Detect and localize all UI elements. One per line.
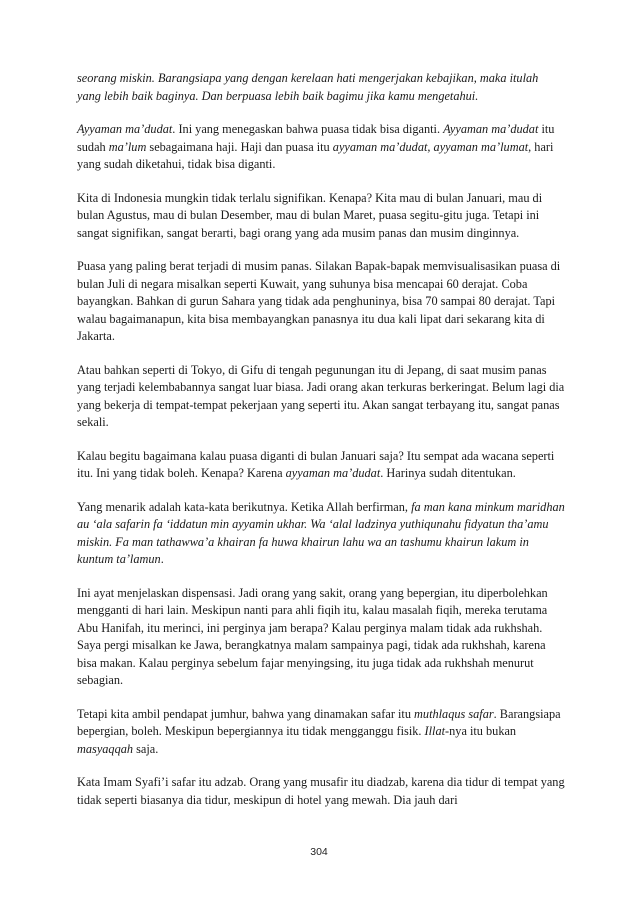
text-run: itu sudah [77,122,555,154]
text-run: Tetapi kita ambil pendapat jumhur, bahwa yang dinamakan safar itu [77,706,415,721]
italic-text-run: ayyaman ma’dudat [285,466,381,480]
italic-text-run: muthlaqus safar [414,706,494,721]
text-run: Kalau begitu bagaimana kalau puasa diganti di bulan Januari saja? Itu sempat ada wacana seperti itu. Ini yang tidak boleh. Kenapa? Karena [77,448,555,480]
body-text [77,70,565,825]
text-run: saja. [133,741,159,756]
text-run: . Barangsiapa bepergian, boleh. Meskipun bepergiannya itu tidak mengganggu fisik. [77,706,561,738]
text-run: -nya itu bukan [445,724,517,738]
paragraph [77,706,565,759]
paragraph [77,448,565,483]
paragraph [77,585,565,690]
text-run: Puasa yang paling berat terjadi di musim panas. Silakan Bapak-bapak memvisualisasikan puasa di bulan Juli di negara misalkan seperti Kuwait, yang suhunya bisa mencapai 60 derajat. Coba bayangkan. Bahkan di gurun Sahara yang tidak ada penghuninya, bisa 70 sampai 80 derajat. Tapi walau bagaimanapun, kita bisa membayangkan panasnya itu dua kali lipat dari sekarang kita di Jakarta. [77,259,561,343]
paragraph [77,190,565,243]
italic-text-run: Ayyaman ma’dudat [443,122,539,136]
text-run: sebagaimana haji. Haji dan puasa itu [146,139,333,154]
italic-text-run: Ayyaman ma’dudat [77,122,173,136]
italic-text-run: ma’lum [108,139,147,154]
paragraph [77,362,565,432]
italic-text-run: ayyaman ma’dudat, ayyaman ma’lumat [332,139,529,154]
text-run: , hari yang sudah diketahui, tidak bisa diganti. [77,139,554,171]
paragraph [77,258,565,346]
italic-text-run: fa man kana minkum maridhan au ‘ala safarin fa ‘iddatun min ayyamin ukhar. Wa ‘alal ladzinya yuthiqunahu fidyatun tha’amu miskin. Fa man tathawwa’a khairan fa huwa khairun lahu wa an tashumu khairun lakum in kuntum ta’lamun [77,499,565,566]
paragraph [77,499,565,569]
italic-text-run: Illat [424,724,446,738]
text-run: Yang menarik adalah kata-kata berikutnya. Ketika Allah berfirman, [77,499,412,514]
paragraph [77,70,565,105]
text-run: Atau bahkan seperti di Tokyo, di Gifu di tengah pegunungan itu di Jepang, di saat musim panas yang terjadi kelembabannya sangat luar biasa. Jadi orang akan terkuras berkeringat. Belum lagi dia yang bekerja di tempat-tempat pekerjaan yang seperti itu. Akan sangat terbayang itu, sangat panas sekali. [77,362,565,429]
text-run: . [160,552,164,566]
paragraph [77,121,565,174]
italic-text-run: seorang miskin. Barangsiapa yang dengan kerelaan hati mengerjakan kebajikan, maka itulah yang lebih baik baginya. Dan berpuasa lebih baik bagimu jika kamu mengetahui. [77,71,539,103]
page-number: 304 [310,846,328,858]
text-run: . Ini yang menegaskan bahwa puasa tidak bisa diganti. [172,122,444,136]
text-run: . Harinya sudah ditentukan. [380,466,516,480]
text-run: Kata Imam Syafi’i safar itu adzab. Orang yang musafir itu diadzab, karena dia tidur di tempat yang tidak seperti biasanya dia tidur, meskipun di hotel yang mewah. Dia jauh dari [77,775,565,807]
italic-text-run: masyaqqah [77,741,134,756]
text-run: Ini ayat menjelaskan dispensasi. Jadi orang yang sakit, orang yang bepergian, itu diperbolehkan mengganti di hari lain. Meskipun nanti para ahli fiqih itu, kalau masalah fiqih, mereka terutama Abu Hanifah, itu merinci, ini perginya jam berapa? Kalau perginya malam tidak ada rukhshah. Saya pergi misalkan ke Jawa, berangkatnya malam sampainya pagi, tidak ada rukhshah, karena bisa makan. Kalau perginya sebelum fajar menyingsing, itu juga tidak ada rukhshah menurut sebagian. [77,585,548,687]
paragraph [77,774,565,809]
text-run: Kita di Indonesia mungkin tidak terlalu signifikan. Kenapa? Kita mau di bulan Januari, mau di bulan Agustus, mau di bulan Desember, mau di bulan Maret, puasa segitu-gitu juga. Tetapi ini sangat signifikan, sangat berarti, bagi orang yang ada musim panas dan musim dinginnya. [77,190,543,240]
